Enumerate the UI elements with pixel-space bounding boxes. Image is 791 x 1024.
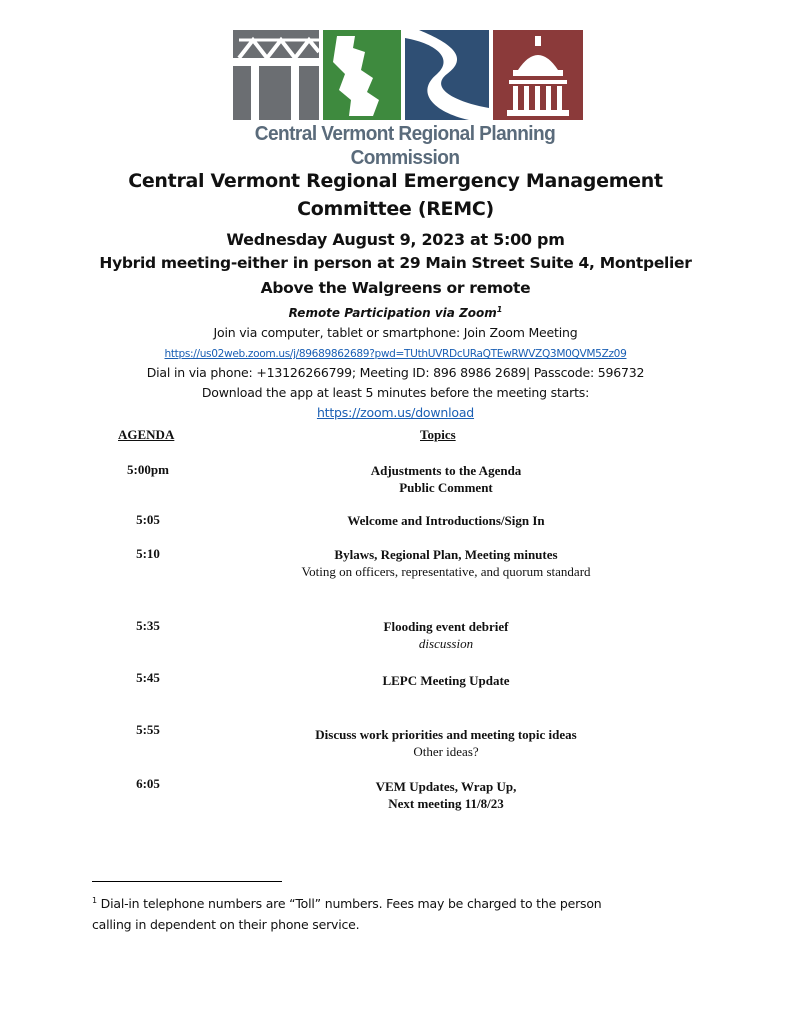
meeting-date: Wednesday August 9, 2023 at 5:00 pm [226, 230, 565, 249]
location-line-2: Above the Walgreens or remote [260, 279, 531, 297]
title-line-1: Central Vermont Regional Emergency Management [128, 170, 663, 192]
agenda-topic-title: Welcome and Introductions/Sign In [347, 513, 545, 528]
zoom-download-link-row [60, 405, 731, 420]
agenda-topic-title: VEM Updates, Wrap Up, [375, 779, 517, 794]
agenda-topic [246, 672, 646, 689]
zoom-download-link[interactable]: https://zoom.us/download [316, 405, 475, 420]
vermont-panel [323, 30, 401, 120]
agenda-topic [246, 512, 646, 529]
join-instructions: Join via computer, tablet or smartphone: Join Zoom Meeting [213, 325, 578, 340]
remote-participation-heading [60, 305, 731, 320]
agenda-topic [246, 462, 646, 496]
footnote-line-1 [92, 890, 692, 914]
footnote-text-1: Dial-in telephone numbers are “Toll” numbers. Fees may be charged to the person [100, 896, 602, 912]
zoom-join-link-row [60, 345, 731, 360]
agenda-topic-sub: Voting on officers, representative, and quorum standard [301, 564, 591, 579]
agenda-column-header: AGENDA [118, 427, 175, 442]
agenda-time: 5:55 [136, 722, 160, 737]
topics-column-header: Topics [420, 427, 456, 442]
agenda-topic-title: Adjustments to the Agenda [370, 463, 522, 478]
remote-label: Remote Participation via Zoom [288, 306, 497, 320]
agenda-time: 5:10 [136, 546, 160, 561]
footnote [92, 890, 692, 935]
agenda-time: 5:05 [136, 512, 160, 527]
agenda-topic-sub: discussion [418, 636, 474, 651]
agenda-time: 6:05 [136, 776, 160, 791]
agenda-time: 5:45 [136, 670, 160, 685]
agenda-topic-title: Bylaws, Regional Plan, Meeting minutes [334, 547, 558, 562]
download-instructions: Download the app at least 5 minutes before the meeting starts: [201, 385, 590, 400]
footnote-mark: 1 [92, 896, 97, 905]
agenda-topic-sub: Public Comment [399, 480, 493, 495]
agenda-topic [246, 778, 646, 812]
footnote-divider [92, 881, 282, 882]
footnote-text-2: calling in dependent on their phone service. [92, 917, 360, 933]
footnote-ref: 1 [496, 305, 503, 314]
bridge-panel [233, 30, 319, 120]
agenda-topic-title: LEPC Meeting Update [382, 673, 510, 688]
agenda-time: 5:00pm [127, 462, 169, 477]
zoom-join-link[interactable]: https://us02web.zoom.us/j/89689862689?pwd=TUthUVRDcURaQTEwRWVZQ3M0QVM5Zz09 [164, 348, 627, 360]
capitol-panel [493, 30, 583, 120]
agenda-topic [236, 546, 656, 580]
agenda-topic-title: Flooding event debrief [383, 619, 509, 634]
logo-org-name: Central Vermont Regional Planning Commission [254, 122, 556, 169]
agenda-topic-sub: Next meeting 11/8/23 [388, 796, 504, 811]
agenda-topic [246, 726, 646, 760]
river-panel [405, 30, 489, 120]
agenda-time: 5:35 [136, 618, 160, 633]
title-line-2: Committee (REMC) [297, 198, 494, 220]
cvrpc-logo [233, 30, 583, 120]
location-line-1: Hybrid meeting-either in person at 29 Main Street Suite 4, Montpelier [99, 254, 692, 272]
agenda-topic [246, 618, 646, 652]
agenda-topic-sub: Other ideas? [413, 744, 479, 759]
agenda-topic-title: Discuss work priorities and meeting topic ideas [315, 727, 577, 742]
dial-in-line: Dial in via phone: +13126266799; Meeting ID: 896 8986 2689| Passcode: 596732 [146, 365, 645, 380]
